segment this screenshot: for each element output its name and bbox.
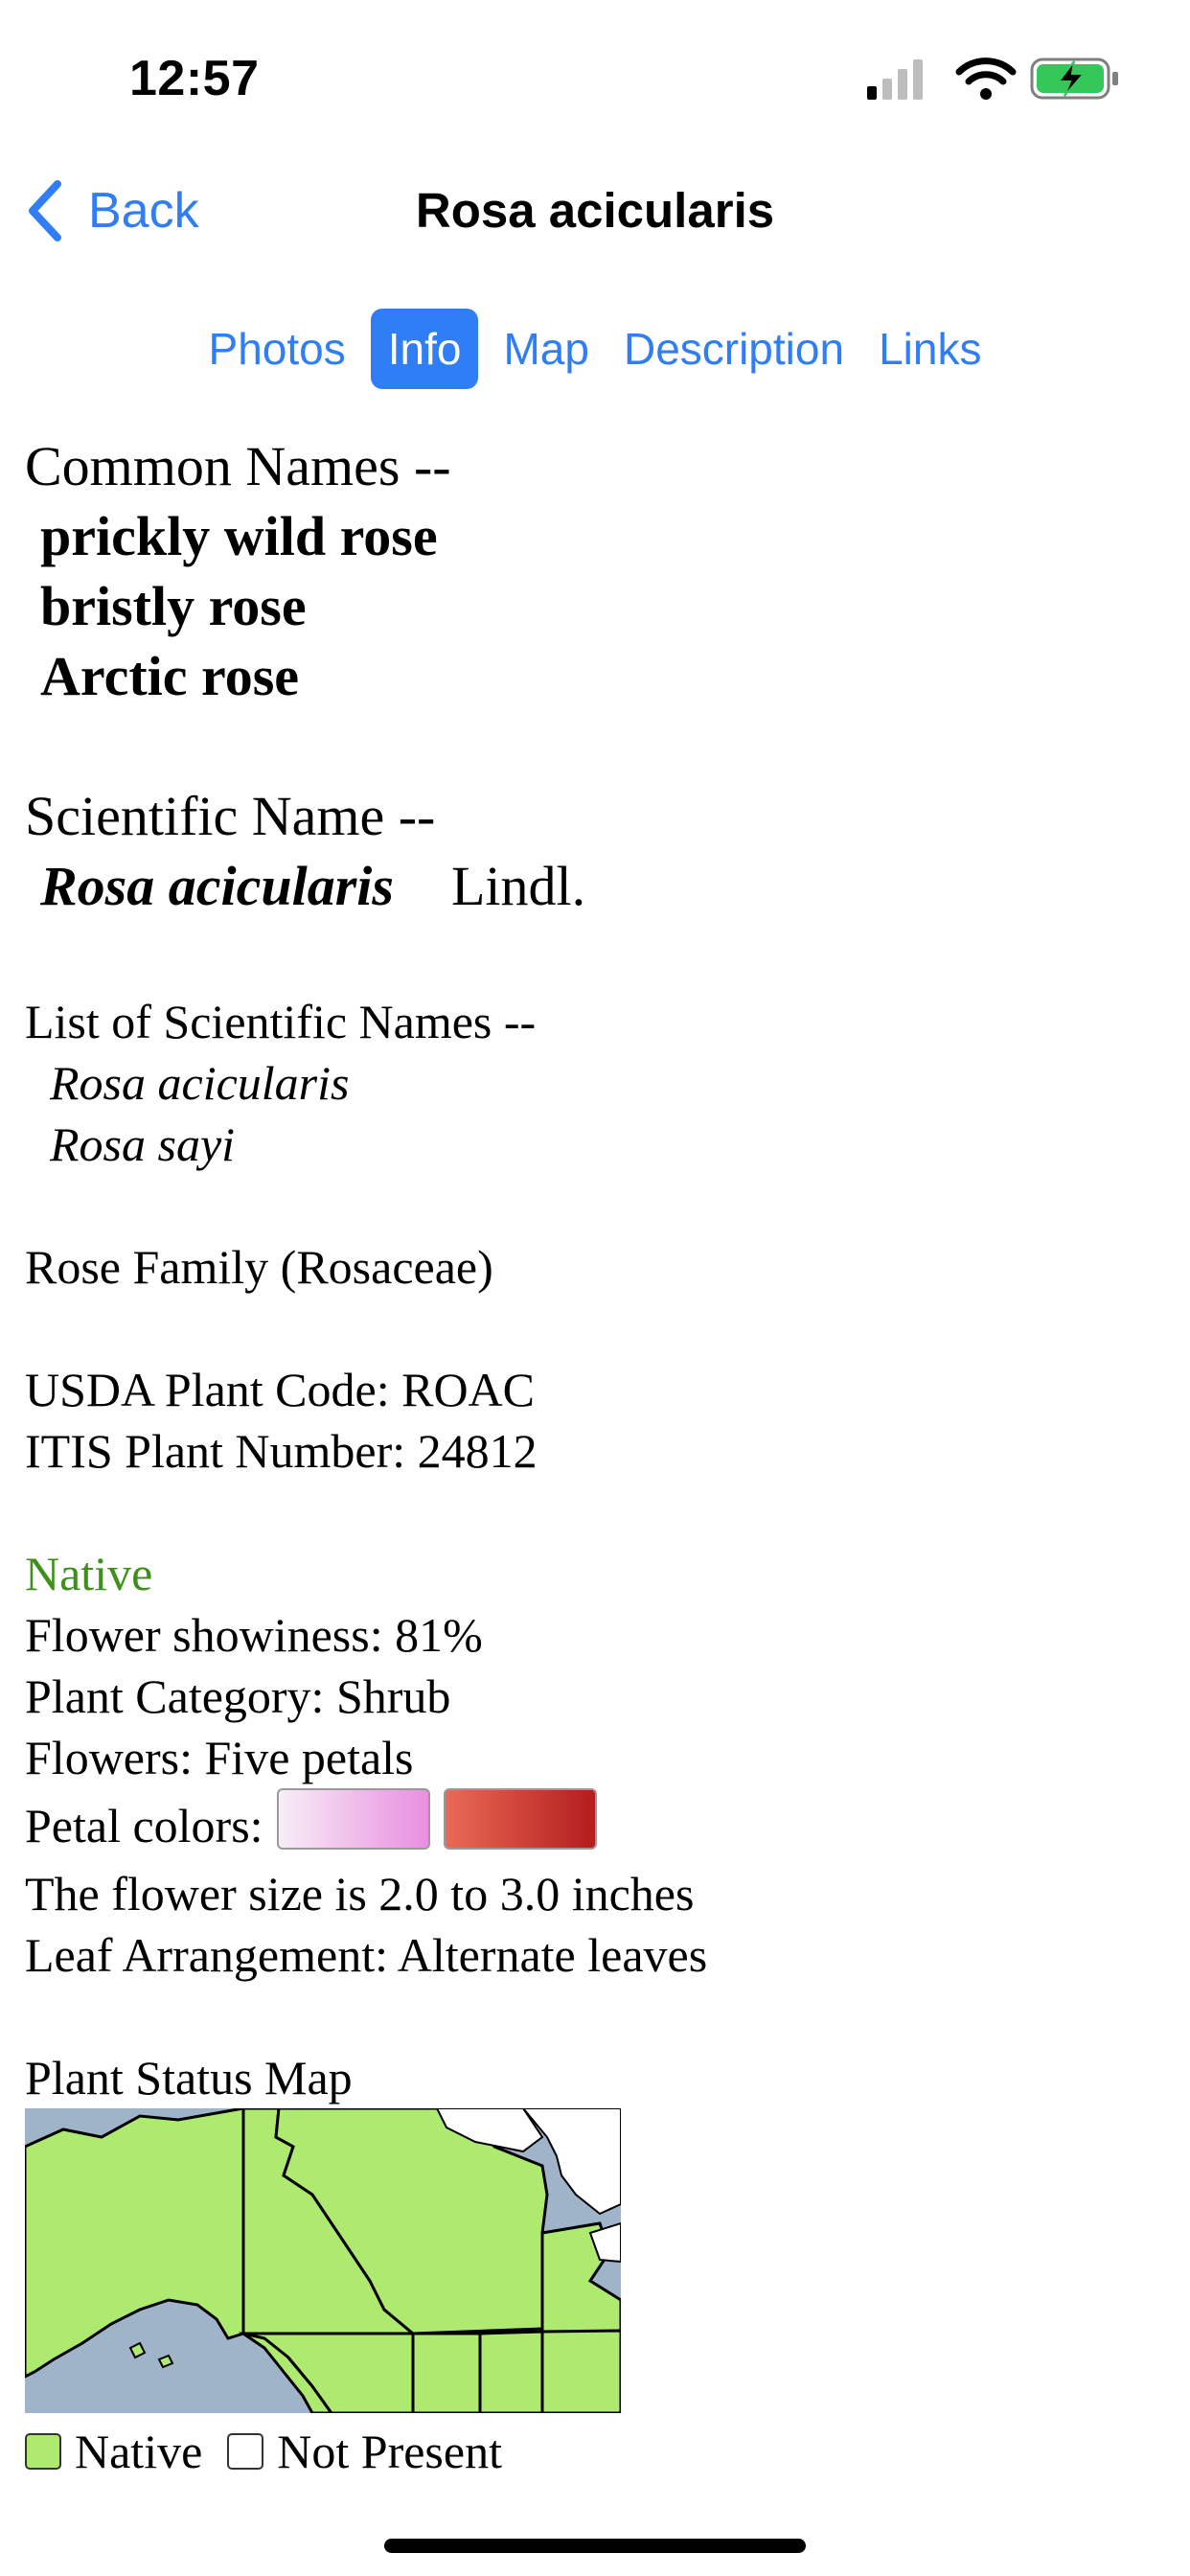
- tab-info[interactable]: Info: [371, 309, 479, 389]
- battery-charging-icon: [1032, 59, 1118, 98]
- usda-code: USDA Plant Code: ROAC: [25, 1363, 536, 1416]
- native-status: Native: [25, 1547, 153, 1600]
- scientific-name-heading: Scientific Name --: [25, 785, 436, 847]
- cellular-signal-icon: [867, 59, 923, 100]
- family: Rose Family (Rosaceae): [25, 1240, 493, 1294]
- legend-not-present-label: Not Present: [277, 2425, 502, 2478]
- info-content: [25, 431, 1175, 2482]
- status-map-heading: Plant Status Map: [25, 2051, 353, 2104]
- scientific-list-item: Rosa sayi: [50, 1117, 236, 1171]
- scientific-name-row: [25, 851, 1175, 921]
- tab-photos[interactable]: Photos: [208, 324, 346, 374]
- leaf-arrangement: Leaf Arrangement: Alternate leaves: [25, 1928, 708, 1982]
- page-title: Rosa acicularis: [415, 183, 775, 238]
- scientific-author: Lindl.: [451, 855, 586, 917]
- tab-bar: [0, 309, 1190, 389]
- flower-size: The flower size is 2.0 to 3.0 inches: [25, 1867, 695, 1920]
- common-name: bristly rose: [40, 575, 307, 637]
- common-name: Arctic rose: [40, 645, 300, 707]
- petal-colors-label: Petal colors:: [25, 1799, 263, 1852]
- legend-native-label: Native: [75, 2425, 203, 2478]
- common-names-heading: Common Names --: [25, 435, 451, 497]
- tab-description[interactable]: Description: [623, 324, 845, 374]
- common-name: prickly wild rose: [40, 505, 438, 567]
- petal-color-swatch-red: [444, 1788, 597, 1850]
- tab-map[interactable]: Map: [503, 324, 589, 374]
- map-legend: [25, 2421, 1175, 2482]
- petal-color-swatch-pink: [277, 1788, 430, 1850]
- scientific-list-item: Rosa acicularis: [50, 1056, 350, 1110]
- legend-native-swatch: [25, 2433, 61, 2470]
- flowers: Flowers: Five petals: [25, 1731, 414, 1784]
- status-icons: [867, 56, 1121, 104]
- scientific-list-heading: List of Scientific Names --: [25, 995, 537, 1048]
- wifi-icon: [959, 61, 1013, 100]
- itis-number: ITIS Plant Number: 24812: [25, 1424, 538, 1478]
- status-time: 12:57: [129, 51, 260, 106]
- plant-status-map[interactable]: [25, 2108, 621, 2413]
- legend-not-present-swatch: [227, 2433, 263, 2470]
- back-label: Back: [88, 183, 199, 239]
- plant-category: Plant Category: Shrub: [25, 1669, 451, 1723]
- home-indicator[interactable]: [384, 2539, 806, 2553]
- flower-showiness: Flower showiness: 81%: [25, 1608, 483, 1662]
- tab-links[interactable]: Links: [879, 324, 982, 374]
- scientific-name: Rosa acicularis: [40, 855, 394, 917]
- petal-colors-row: [25, 1788, 1175, 1863]
